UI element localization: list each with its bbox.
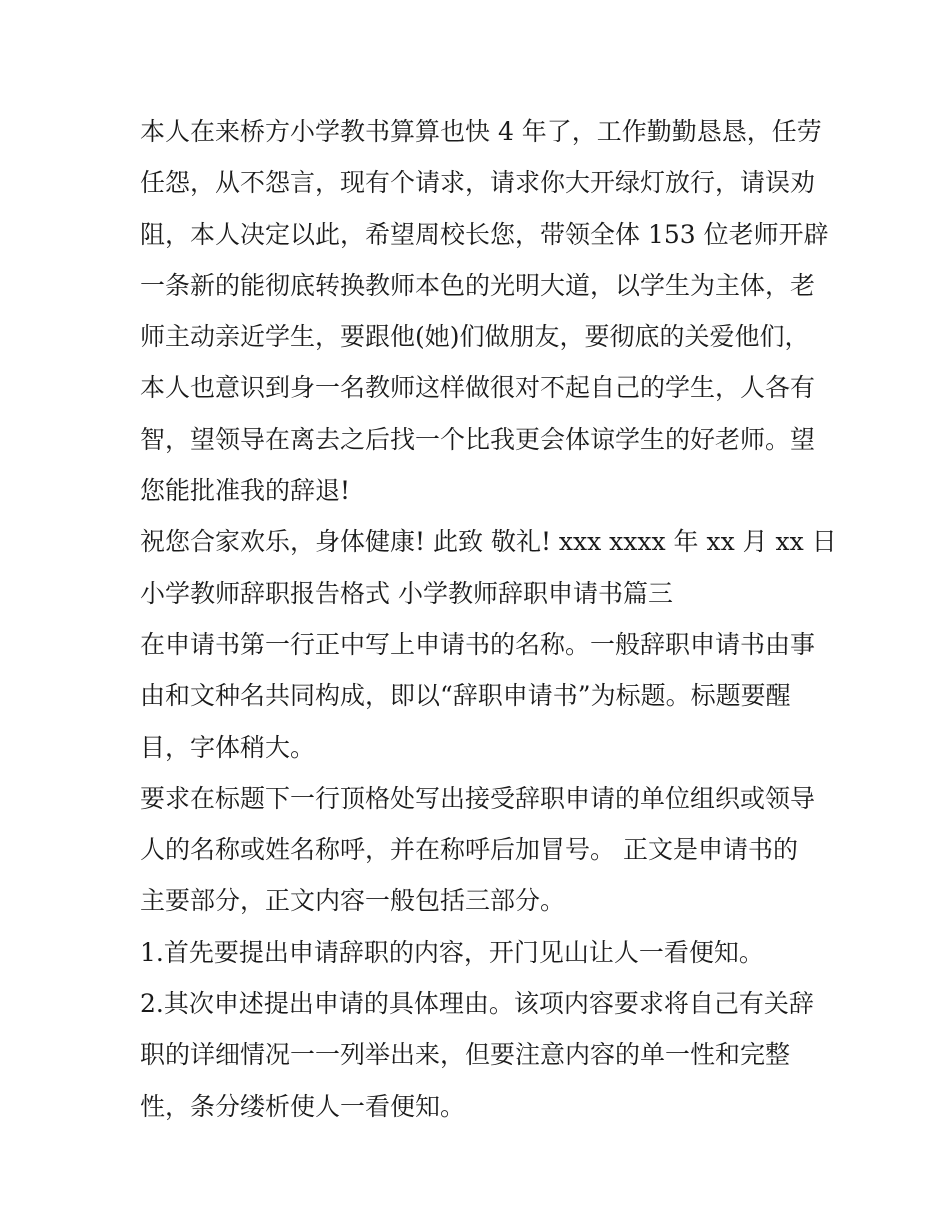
text-line: 本人在来桥方小学教书算算也快 4 年了，工作勤勤恳恳，任劳 [140,117,822,146]
text-line: 智，望领导在离去之后找一个比我更会体谅学生的好老师。望 [140,424,816,454]
text-line: 人的名称或姓名称呼，并在称呼后加冒号。 正文是申请书的 [140,835,798,865]
text-line: 阻，本人决定以此，希望周校长您，带领全体 153 位老师开辟 [140,219,829,249]
closing-line: 祝您合家欢乐，身体健康! 此致 敬礼! xxx xxxx 年 xx 月 xx 日 [140,527,837,557]
text-line: 性，条分缕析使人一看便知。 [140,1091,466,1121]
document-body [140,106,837,1132]
text-line: 任怨，从不怨言，现有个请求，请求你大开绿灯放行，请误劝 [140,168,816,198]
text-line: 由和文种名共同构成，即以“辞职申请书”为标题。标题要醒 [140,681,791,711]
text-line: 在申请书第一行正中写上申请书的名称。一般辞职申请书由事 [140,629,816,659]
text-line: 目，字体稍大。 [140,732,316,762]
text-line: 您能批准我的辞退! [140,476,351,506]
text-line: 主要部分，正文内容一般包括三部分。 [140,886,566,916]
list-item: 2.其次申述提出申请的具体理由。该项内容要求将自己有关辞 [140,989,814,1019]
list-item: 1.首先要提出申请辞职的内容，开门见山让人一看便知。 [140,937,764,967]
text-line: 师主动亲近学生，要跟他(她)们做朋友，要彻底的关爱他们， [140,322,810,352]
text-line: 本人也意识到身一名教师这样做很对不起自己的学生，人各有 [140,373,816,403]
text-line: 一条新的能彻底转换教师本色的光明大道，以学生为主体，老 [140,270,816,300]
text-line: 要求在标题下一行顶格处写出接受辞职申请的单位组织或领导 [140,783,816,813]
text-line: 职的详细情况一一列举出来，但要注意内容的单一性和完整 [140,1040,791,1070]
section-heading: 小学教师辞职报告格式 小学教师辞职申请书篇三 [140,578,673,608]
